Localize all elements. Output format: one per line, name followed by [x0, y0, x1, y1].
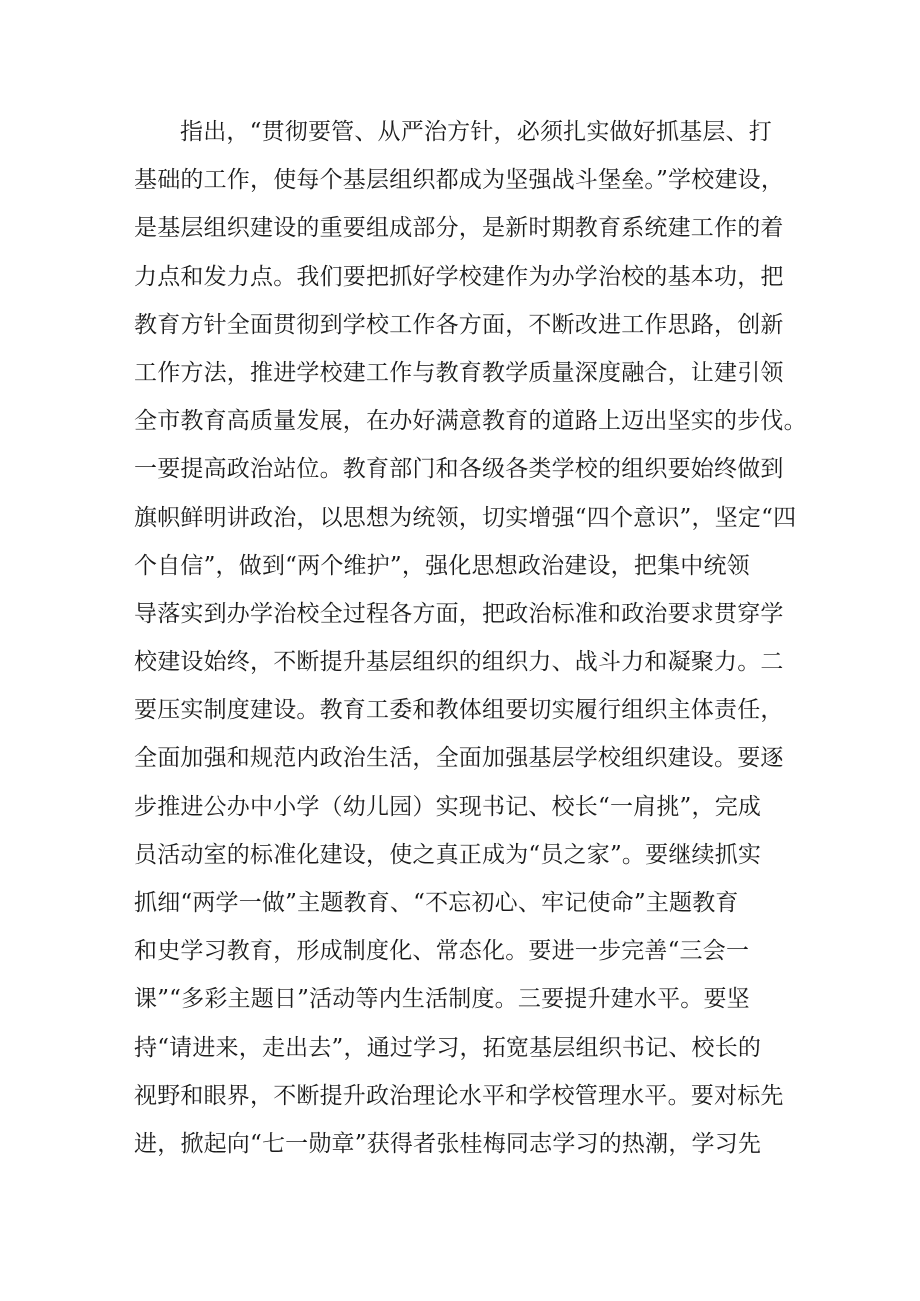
text-line: 和史学习教育，形成制度化、常态化。要进一步完善“三会一: [134, 938, 750, 965]
text-line: 个自信”，做到“两个维护”，强化思想政治建设，把集中统领: [134, 552, 750, 579]
text-line: 抓细“两学一做”主题教育、“不忘初心、牢记使命”主题教育: [134, 890, 739, 916]
text-line: 是基层组织建设的重要组成部分，是新时期教育系统建工作的着: [134, 215, 784, 242]
text-line: 教育方针全面贯彻到学校工作各方面，不断改进工作思路，创新: [134, 311, 784, 338]
text-line: 员活动室的标准化建设，使之真正成为“员之家”。要继续抓实: [134, 841, 762, 868]
text-line: 课”“多彩主题日”活动等内生活制度。三要提升建水平。要坚: [134, 986, 750, 1013]
text-line: 视野和眼界，不断提升政治理论水平和学校管理水平。要对标先: [134, 1082, 784, 1109]
text-line: 力点和发力点。我们要把抓好学校建作为办学治校的基本功，把: [134, 263, 784, 290]
text-line: 步推进公办中小学（幼儿园）实现书记、校长“一肩挑”，完成: [134, 793, 762, 820]
text-line: 一要提高政治站位。教育部门和各级各类学校的组织要始终做到: [134, 456, 784, 483]
text-line: 工作方法，推进学校建工作与教育教学质量深度融合，让建引领: [134, 359, 784, 386]
text-line: 全面加强和规范内政治生活，全面加强基层学校组织建设。要逐: [134, 745, 784, 772]
text-line: 基础的工作，使每个基层组织都成为坚强战斗堡垒。”学校建设，: [134, 167, 785, 194]
text-line: 指出，“贯彻要管、从严治方针，必须扎实做好抓基层、打: [180, 119, 772, 145]
text-line: 要压实制度建设。教育工委和教体组要切实履行组织主体责任，: [134, 697, 784, 724]
text-line: 全市教育高质量发展，在办好满意教育的道路上迈出坚实的步伐。: [134, 408, 807, 435]
text-line: 旗帜鲜明讲政治，以思想为统领，切实增强“四个意识”，坚定“四: [134, 504, 797, 531]
text-line: 持“请进来，走出去”，通过学习，拓宽基层组织书记、校长的: [134, 1034, 762, 1061]
body-text: [134, 108, 814, 1168]
text-line: 导落实到办学治校全过程各方面，把政治标准和政治要求贯穿学: [134, 600, 784, 627]
text-line: 进，掀起向“七一勋章”获得者张桂梅同志学习的热潮，学习先: [134, 1130, 762, 1157]
text-line: 校建设始终，不断提升基层组织的组织力、战斗力和凝聚力。二: [134, 649, 784, 676]
